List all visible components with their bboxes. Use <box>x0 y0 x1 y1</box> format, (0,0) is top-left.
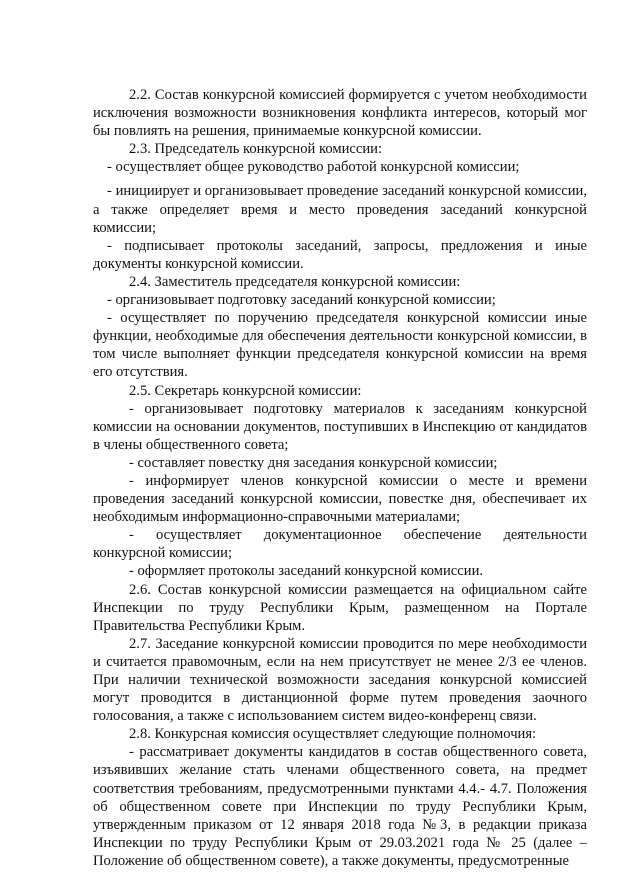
chairman-duty-3: - подписывает протоколы заседаний, запросы, предложения и иные документы конкурсной комиссии. <box>93 237 587 272</box>
paragraph-2-8-heading: 2.8. Конкурсная комиссия осуществляет следующие полномочия: <box>129 726 537 743</box>
secretary-duty-1: - организовывает подготовку материалов к заседаниям конкурсной комиссии на основании документов, поступивших в Инспекцию от кандидатов в члены общественного совета; <box>93 400 587 453</box>
paragraph-2-3-heading: 2.3. Председатель конкурсной комиссии: <box>129 141 383 158</box>
document-body <box>93 86 587 870</box>
secretary-duty-3: - информирует членов конкурсной комиссии о месте и времени проведения заседаний конкурсной комиссии, повестке дня, обеспечивает их необходимым информационно-справочными материалами; <box>93 472 587 526</box>
paragraph-2-2: 2.2. Состав конкурсной комиссией формируется с учетом необходимости исключения возможности возникновения конфликта интересов, который мог бы повлиять на решения, принимаемые конкурсной комиссии. <box>93 87 587 140</box>
paragraph-2-7: 2.7. Заседание конкурсной комиссии проводится по мере необходимости и считается правомочным, если на нем присутствует не менее 2/3 ее членов. При наличии технической возможности заседания конкурсной комиссией могут проводится в дистанционной форме путем проведения заочного голосования, а также с использованием систем видео-конференц связи. <box>93 635 587 725</box>
paragraph-2-4-heading: 2.4. Заместитель председателя конкурсной комиссии: <box>129 273 461 290</box>
deputy-duty-2: - осуществляет по поручению председателя конкурсной комиссии иные функции, необходимые для обеспечения деятельности конкурсной комиссии, в том числе выполняет функции председателя конкурсной комиссии на время его отсутствия. <box>93 310 587 381</box>
secretary-duty-2: - составляет повестку дня заседания конкурсной комиссии; <box>129 454 498 471</box>
commission-power-1: - рассматривает документы кандидатов в состав общественного совета, изъявивших желание стать членами общественного совета, на предмет соответствия требованиям, предусмотренными пунктами 4.4.- 4.7. Положения об общественном совете при Инспекции по труду Республики Крым, утвержденным приказом от 12 января 2018 года №3, в редакции приказа Инспекции по труду Республики Крым от 29.03.2021 года № 25 (далее – Положение об общественном совете), а также документы, предусмотренные <box>93 744 587 869</box>
secretary-duty-5: - оформляет протоколы заседаний конкурсной комиссии. <box>129 563 484 580</box>
paragraph-2-5-heading: 2.5. Секретарь конкурсной комиссии: <box>129 382 362 399</box>
secretary-duty-4: - осуществляет документационное обеспечение деятельности конкурсной комиссии; <box>93 527 587 562</box>
paragraph-2-6: 2.6. Состав конкурсной комиссии размещается на официальном сайте Инспекции по труду Республики Крым, размещенном на Портале Правительства Республики Крым. <box>93 581 587 634</box>
deputy-duty-1: - организовывает подготовку заседаний конкурсной комиссии; <box>107 292 496 309</box>
chairman-duty-2: - инициирует и организовывает проведение заседаний конкурсной комиссии, а также определяет время и место проведения заседаний конкурсной комиссии; <box>93 183 587 236</box>
chairman-duty-1: - осуществляет общее руководство работой конкурсной комиссии; <box>107 159 520 176</box>
